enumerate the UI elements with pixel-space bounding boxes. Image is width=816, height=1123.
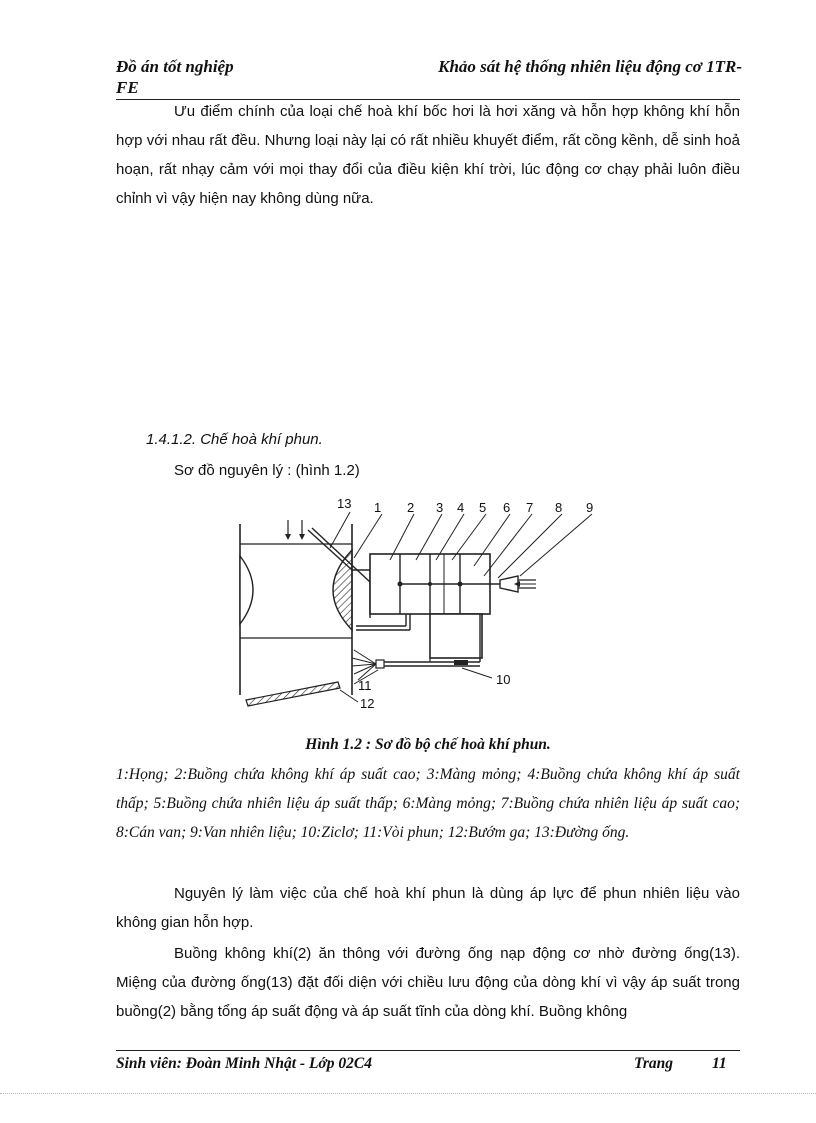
label-9: 9	[586, 500, 594, 515]
pipe-13	[308, 530, 352, 570]
footer-page-number: 11	[712, 1055, 727, 1072]
diagram-intro: Sơ đồ nguyên lý : (hình 1.2)	[174, 462, 360, 479]
jet-10	[454, 660, 468, 665]
figure-caption: Hình 1.2 : Sơ đồ bộ chế hoà khí phun.	[305, 736, 551, 753]
nozzle	[376, 660, 384, 668]
carburetor-diagram	[230, 490, 610, 720]
footer-rule	[116, 1050, 740, 1051]
header-left: Đồ án tốt nghiệp	[116, 57, 234, 76]
header-right-continuation: FE	[116, 78, 139, 97]
throttle-plate	[246, 682, 340, 706]
label-12: 12	[360, 696, 375, 711]
paragraph-air-chamber: Buồng không khí(2) ăn thông với đường ống nạp động cơ nhờ đường ống(13). Miệng của đường ống(13) đặt đối diện với chiều lưu động của dòng khí vì vậy áp suất trong buồng(2) bằng tổng áp suất động và áp suất tĩnh của dòng khí. Buồng không	[116, 945, 740, 1020]
label-7: 7	[526, 500, 534, 515]
intro-paragraph: Ưu điểm chính của loại chế hoà khí bốc hơi là hơi xăng và hỗn hợp không khí hỗn hợp với nhau rất đều. Nhưng loại này lại có rất nhiều khuyết điểm, rất cồng kềnh, dễ sinh hoả hoạn, rất nhạy cảm với mọi thay đổi của điều kiện khí trời, lúc động cơ chạy phải luôn điều chỉnh vì vậy hiện nay không dùng nữa.	[116, 103, 740, 207]
label-3: 3	[436, 500, 444, 515]
section-title: 1.4.1.2. Chế hoà khí phun.	[146, 431, 323, 448]
header-right: Khảo sát hệ thống nhiên liệu động cơ 1TR-	[438, 57, 742, 76]
label-2: 2	[407, 500, 415, 515]
label-10: 10	[496, 672, 511, 687]
lower-chamber	[430, 614, 482, 658]
label-13: 13	[337, 496, 352, 511]
footer-student: Sinh viên: Đoàn Minh Nhật - Lớp 02C4	[116, 1055, 372, 1072]
label-11: 11	[358, 678, 372, 693]
page-edge-dotted-line	[0, 1093, 816, 1094]
paragraph-principle: Nguyên lý làm việc của chế hoà khí phun là dùng áp lực để phun nhiên liệu vào không gian hỗn hợp.	[116, 885, 740, 931]
label-1: 1	[374, 500, 382, 515]
label-6: 6	[503, 500, 511, 515]
label-5: 5	[479, 500, 487, 515]
label-4: 4	[457, 500, 465, 515]
venturi-left	[240, 556, 253, 624]
label-8: 8	[555, 500, 563, 515]
footer-page-label: Trang	[634, 1055, 674, 1072]
figure-legend: 1:Họng; 2:Buồng chứa không khí áp suất cao; 3:Màng mỏng; 4:Buồng chứa không khí áp suất thấp; 5:Buồng chứa nhiên liệu áp suất thấp; 6:Màng mỏng; 7:Buồng chứa nhiên liệu áp suất cao; 8:Cán van; 9:Van nhiên liệu; 10:Ziclơ; 11:Vòi phun; 12:Bướm ga; 13:Đường ống.	[116, 766, 740, 841]
